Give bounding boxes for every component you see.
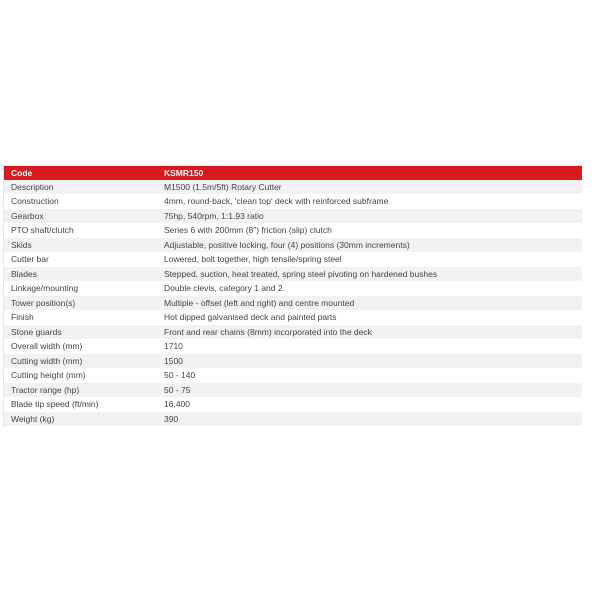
- spec-body: [4, 180, 582, 426]
- row-value: Adjustable, positive locking, four (4) positions (30mm increments): [157, 238, 582, 253]
- row-label: Blades: [4, 267, 157, 282]
- row-label: Tractor range (hp): [4, 383, 157, 398]
- row-value: Series 6 with 200mm (8") friction (slip) clutch: [157, 223, 582, 238]
- table-row: [4, 296, 582, 311]
- row-label: Cutter bar: [4, 252, 157, 267]
- table-header-row: [4, 166, 582, 180]
- row-value: 75hp, 540rpm, 1:1.93 ratio: [157, 209, 582, 224]
- row-label: Cutting height (mm): [4, 368, 157, 383]
- row-label: Description: [4, 180, 157, 194]
- row-label: Stone guards: [4, 325, 157, 340]
- row-value: Double clevis, category 1 and 2: [157, 281, 582, 296]
- row-label: Weight (kg): [4, 412, 157, 427]
- row-value: 1710: [157, 339, 582, 354]
- table-row: [4, 180, 582, 194]
- row-label: Finish: [4, 310, 157, 325]
- table-row: [4, 281, 582, 296]
- row-label: Gearbox: [4, 209, 157, 224]
- row-value: 50 - 140: [157, 368, 582, 383]
- table-row: [4, 209, 582, 224]
- table-row: [4, 238, 582, 253]
- table-row: [4, 252, 582, 267]
- table-row: [4, 325, 582, 340]
- row-value: 16,400: [157, 397, 582, 412]
- table-row: [4, 397, 582, 412]
- header-value: KSMR150: [157, 166, 582, 180]
- table-row: [4, 223, 582, 238]
- spec-table: [4, 166, 582, 427]
- row-value: 1500: [157, 354, 582, 369]
- row-label: Construction: [4, 194, 157, 209]
- row-label: PTO shaft/clutch: [4, 223, 157, 238]
- table-row: [4, 267, 582, 282]
- table-row: [4, 368, 582, 383]
- row-value: M1500 (1.5m/5ft) Rotary Cutter: [157, 180, 582, 194]
- row-label: Linkage/mounting: [4, 281, 157, 296]
- row-value: 390: [157, 412, 582, 427]
- row-label: Skids: [4, 238, 157, 253]
- row-label: Cutting width (mm): [4, 354, 157, 369]
- row-value: Multiple - offset (left and right) and centre mounted: [157, 296, 582, 311]
- row-value: Lowered, bolt together, high tensile/spring steel: [157, 252, 582, 267]
- table-row: [4, 339, 582, 354]
- table-row: [4, 310, 582, 325]
- header-label: Code: [4, 166, 157, 180]
- table-row: [4, 383, 582, 398]
- table-row: [4, 354, 582, 369]
- row-value: 50 - 75: [157, 383, 582, 398]
- row-value: Front and rear chains (8mm) incorporated into the deck: [157, 325, 582, 340]
- row-value: Hot dipped galvanised deck and painted parts: [157, 310, 582, 325]
- table-row: [4, 194, 582, 209]
- row-label: Overall width (mm): [4, 339, 157, 354]
- row-value: Stepped, suction, heat treated, spring steel pivoting on hardened bushes: [157, 267, 582, 282]
- row-value: 4mm, round-back, 'clean top' deck with reinforced subframe: [157, 194, 582, 209]
- row-label: Blade tip speed (ft/min): [4, 397, 157, 412]
- table-row: [4, 412, 582, 427]
- row-label: Tower position(s): [4, 296, 157, 311]
